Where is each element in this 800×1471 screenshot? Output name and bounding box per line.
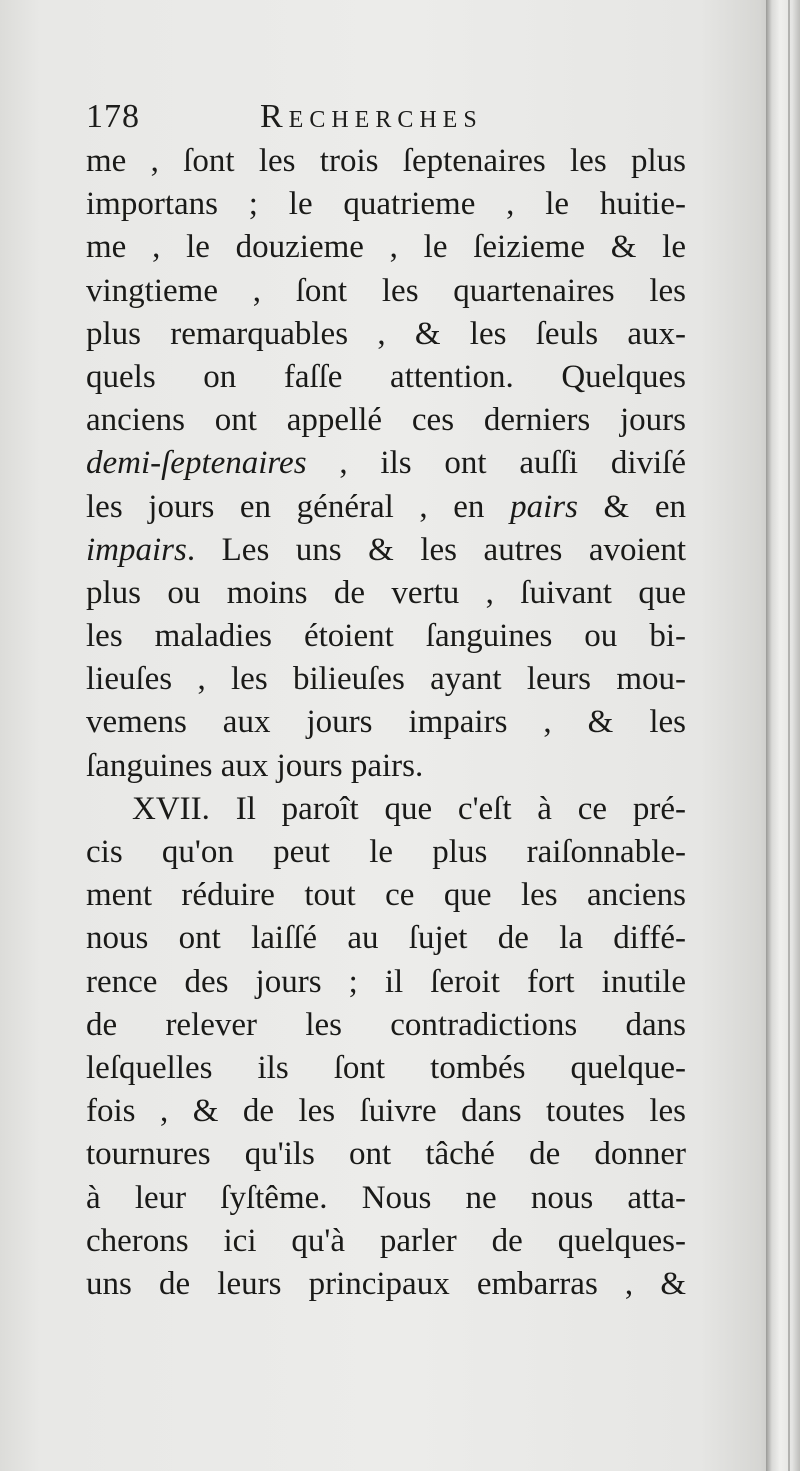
italic-text: demi-ſeptenaires [86, 445, 307, 482]
text-line [86, 313, 686, 356]
line-text: rence des jours ; il ſeroit fort inutile [86, 963, 686, 1000]
text-line [86, 701, 686, 744]
text-line [86, 572, 686, 615]
line-text: , ils ont auſſi diviſé [306, 445, 686, 482]
italic-text: pairs [510, 488, 578, 525]
text-line [86, 442, 686, 485]
line-text: cis qu'on peut le plus raiſonnable- [86, 834, 686, 870]
text-line [86, 917, 686, 960]
text-line [86, 831, 686, 874]
line-text: cherons ici qu'à parler de quelques- [86, 1222, 686, 1259]
line-text: vingtieme , ſont les quartenaires les [86, 272, 686, 309]
line-text: anciens ont appellé ces derniers jours [86, 402, 686, 439]
text-line [86, 226, 686, 269]
running-head [86, 98, 686, 144]
text-line [86, 486, 686, 529]
text-line [86, 874, 686, 917]
line-text: leſquelles ils ſont tombés quelque- [86, 1049, 686, 1086]
text-line [86, 1263, 686, 1306]
text-line [86, 529, 686, 572]
line-text: ment réduire tout ce que les anciens [86, 877, 686, 914]
line-text: tournures qu'ils ont tâché de donner [86, 1136, 686, 1173]
line-text: nous ont laiſſé au ſujet de la diffé- [86, 920, 686, 957]
line-text: quels on faſſe attention. Quelques [86, 358, 686, 395]
line-text: importans ; le quatrieme , le huitie- [86, 186, 686, 223]
body-text [86, 140, 686, 1306]
line-text: XVII. Il paroît que c'eſt à ce pré- [132, 790, 686, 827]
line-text: . Les uns & les autres avoient [186, 531, 686, 568]
line-text: uns de leurs principaux embarras , & [86, 1265, 686, 1302]
running-title: Recherches [260, 98, 483, 135]
text-line [86, 745, 686, 788]
italic-text: impairs [86, 531, 187, 568]
line-text: me , ſont les trois ſeptenaires les plus [86, 143, 686, 179]
line-text: de relever les contradictions dans [86, 1006, 686, 1043]
text-line [86, 356, 686, 399]
text-line [86, 1047, 686, 1090]
book-gutter [766, 0, 800, 1471]
line-text: les maladies étoient ſanguines ou bi- [86, 618, 686, 655]
text-line [86, 961, 686, 1004]
text-line [86, 1004, 686, 1047]
line-text: fois , & de les ſuivre dans toutes les [86, 1093, 686, 1130]
line-text: & en [577, 488, 686, 525]
line-text: lieuſes , les bilieuſes ayant leurs mou- [86, 661, 686, 698]
text-line [86, 788, 686, 831]
line-text: à leur ſyſtême. Nous ne nous atta- [86, 1179, 686, 1216]
text-line [86, 1177, 686, 1220]
text-line [86, 183, 686, 226]
text-line [86, 1133, 686, 1176]
line-text: ſanguines aux jours pairs. [86, 747, 424, 784]
text-line [86, 1090, 686, 1133]
text-line [86, 270, 686, 313]
line-text: vemens aux jours impairs , & les [86, 704, 686, 741]
gutter-edge [788, 0, 790, 1471]
line-text: les jours en général , en [86, 488, 511, 525]
text-line [86, 658, 686, 701]
line-text: plus remarquables , & les ſeuls aux- [86, 315, 686, 352]
text-line [86, 140, 686, 183]
text-line [86, 399, 686, 442]
text-line [86, 615, 686, 658]
page-number: 178 [86, 98, 140, 135]
line-text: me , le douzieme , le ſeizieme & le [86, 229, 686, 266]
line-text: plus ou moins de vertu , ſuivant que [86, 574, 686, 611]
text-line [86, 1220, 686, 1263]
